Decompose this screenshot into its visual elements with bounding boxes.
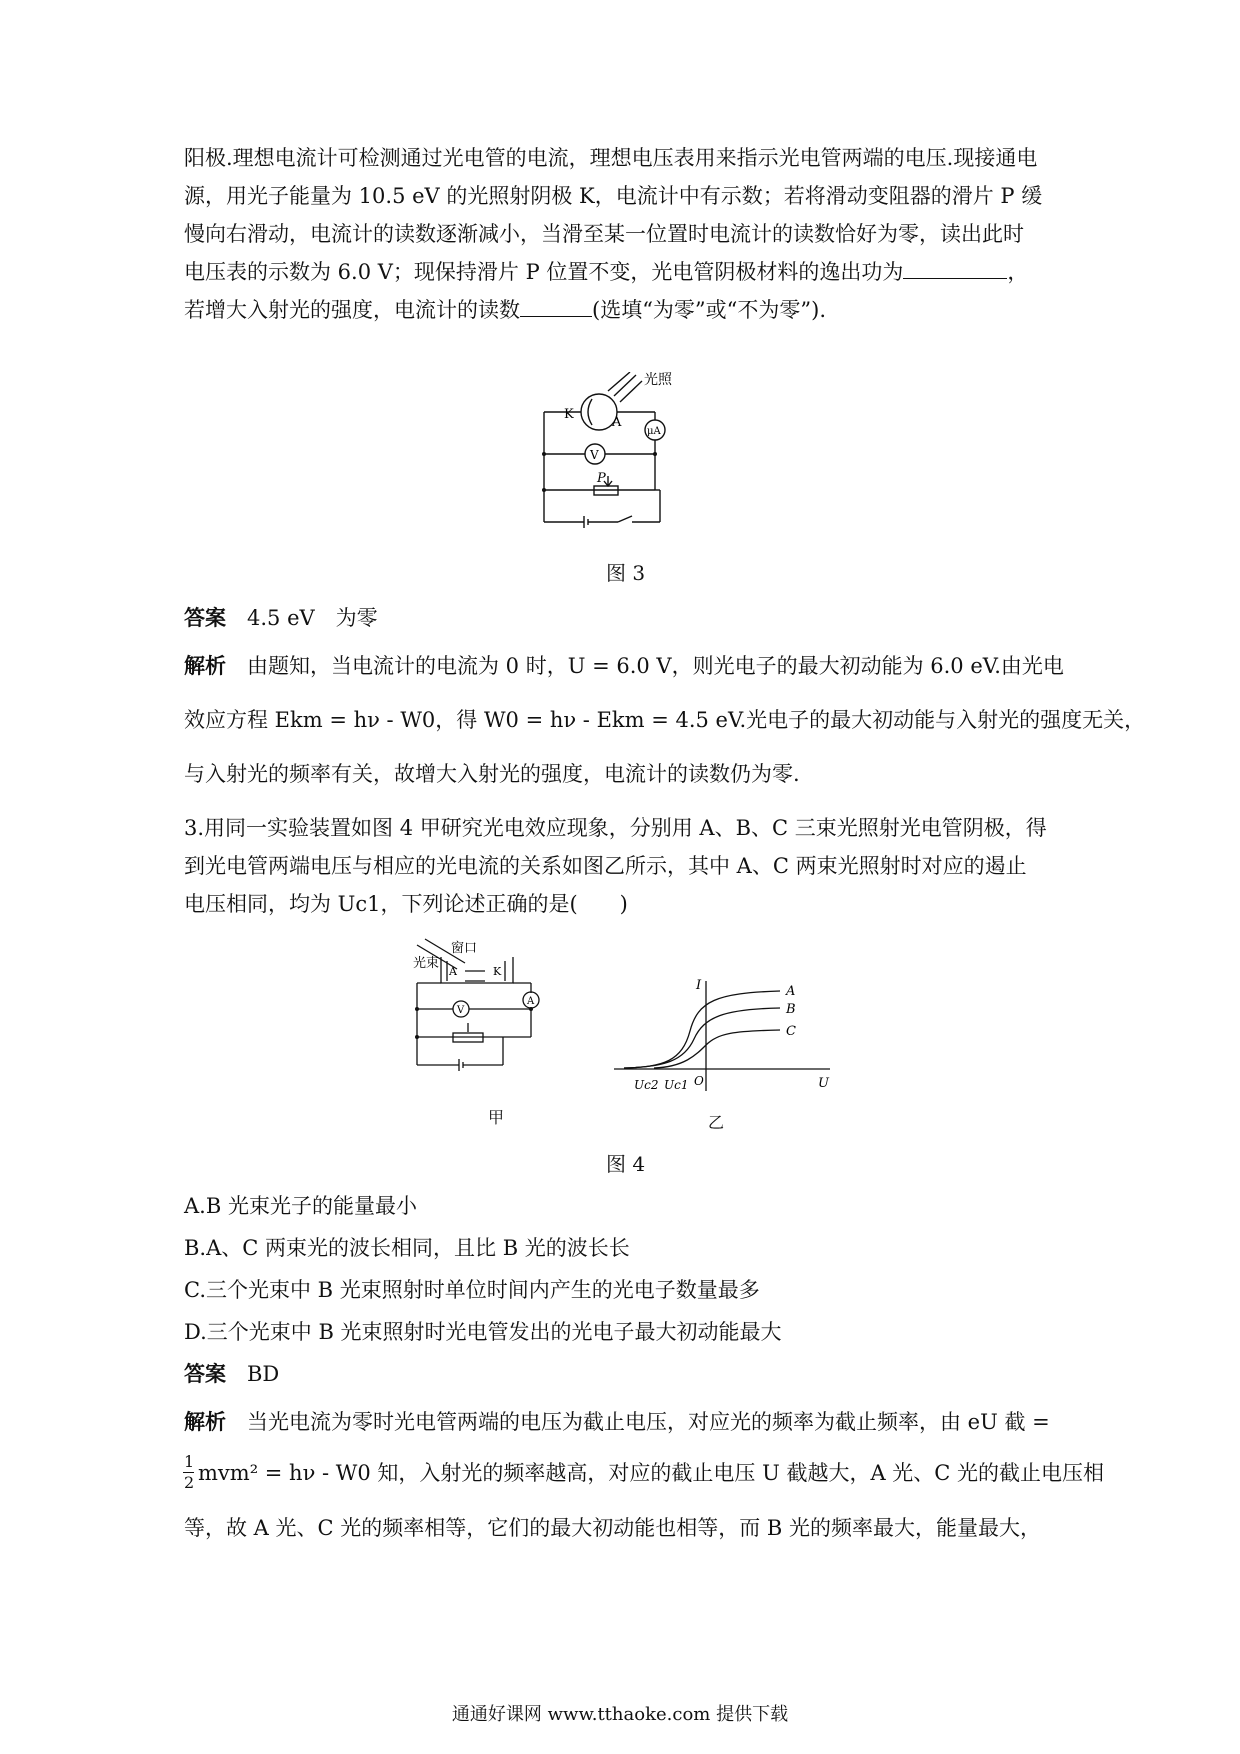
window-label: 窗口 (451, 941, 478, 956)
analysis-label: 解析 (184, 1410, 226, 1434)
figure4-caption: 图 4 (606, 1152, 646, 1176)
option-a: A.B 光束光子的能量最小 (184, 1194, 417, 1218)
figure3-circuit (540, 372, 720, 532)
figure4-iu-graph (604, 975, 844, 1095)
origin-label: O (694, 1074, 704, 1088)
answer-blank (903, 260, 1007, 279)
figure4-apparatus (413, 937, 573, 1085)
figure3-caption: 图 3 (606, 561, 646, 585)
voltmeter-label: V (457, 1005, 465, 1016)
paragraph-line: 源，用光子能量为 10.5 eV 的光照射阴极 K，电流计中有示数；若将滑动变阻器的滑片 P 缓 (184, 184, 1043, 208)
light-label: 光照 (644, 372, 672, 388)
uc1-label: Uc1 (664, 1078, 689, 1092)
anode-label: A (449, 965, 457, 978)
answer-line (184, 1359, 1064, 1389)
paragraph-text: 若增大入射光的强度，电流计的读数 (184, 298, 520, 322)
analysis-line: mvm² = hν - W0 知，入射光的频率越高，对应的截止电压 U 截越大，A 光、C 光的截止电压相 (198, 1461, 1105, 1485)
paragraph-text: ， (1007, 260, 1029, 284)
answer-text: BD (247, 1362, 280, 1386)
analysis-text: 当光电流为零时光电管两端的电压为截止电压，对应光的频率为截止频率，由 eU 截 = (247, 1410, 1050, 1434)
analysis-line: 与入射光的频率有关，故增大入射光的强度，电流计的读数仍为零. (184, 762, 800, 786)
beam-label: 光束 (413, 956, 440, 971)
analysis-line: 效应方程 Ekm = hν - W0，得 W0 = hν - Ekm = 4.5 eV.光电子的最大初动能与入射光的强度无关， (184, 708, 1146, 732)
paragraph-line (184, 295, 1064, 325)
option-b: B.A、C 两束光的波长相同，且比 B 光的波长长 (184, 1236, 630, 1260)
ammeter-label: A (527, 996, 535, 1007)
answer-text: 4.5 eV 为零 (247, 606, 378, 630)
paragraph-text: 电压表的示数为 6.0 V；现保持滑片 P 位置不变，光电管阴极材料的逸出功为 (184, 260, 904, 284)
option-d: D.三个光束中 B 光束照射时光电管发出的光电子最大初动能最大 (184, 1320, 782, 1344)
anode-label: A (612, 415, 622, 430)
page-footer: 通通好课网 www.tthaoke.com 提供下载 (451, 1704, 789, 1725)
paragraph-text: (选填“为零”或“不为零”). (592, 298, 827, 322)
cathode-label: K (564, 407, 574, 422)
answer-label: 答案 (184, 606, 226, 630)
cathode-label: K (493, 965, 502, 978)
question-line: 到光电管两端电压与相应的光电流的关系如图乙所示，其中 A、C 两束光照射时对应的遏止 (184, 854, 1027, 878)
axis-u-label: U (818, 1076, 829, 1091)
curve-c-label: C (786, 1024, 796, 1039)
question-line: 3.用同一实验装置如图 4 甲研究光电效应现象，分别用 A、B、C 三束光照射光电管阴极，得 (184, 816, 1047, 840)
question-line: 电压相同，均为 Uc1，下列论述正确的是( ) (184, 892, 628, 916)
voltmeter-label: V (590, 448, 599, 462)
paragraph-line (184, 257, 1064, 287)
analysis-text: 由题知，当电流计的电流为 0 时，U = 6.0 V，则光电子的最大初动能为 6.0 eV.由光电 (247, 654, 1064, 678)
option-c: C.三个光束中 B 光束照射时单位时间内产生的光电子数量最多 (184, 1278, 760, 1302)
answer-line (184, 603, 1064, 633)
uc2-label: Uc2 (634, 1078, 659, 1092)
analysis-line: 等，故 A 光、C 光的频率相等，它们的最大初动能也相等，而 B 光的频率最大，能量最大， (184, 1516, 1042, 1540)
curve-a-label: A (786, 984, 796, 999)
analysis-label: 解析 (184, 654, 226, 678)
figure4-sub-caption: 甲 (488, 1108, 505, 1127)
microammeter-label: μA (647, 426, 661, 437)
axis-i-label: I (696, 978, 702, 993)
fraction-denominator: 2 (184, 1473, 195, 1492)
analysis-line (184, 651, 1064, 681)
figure4-sub-caption: 乙 (708, 1113, 725, 1132)
paragraph-line: 慢向右滑动，电流计的读数逐渐减小，当滑至某一位置时电流计的读数恰好为零，读出此时 (184, 222, 1024, 246)
fraction-numerator: 1 (184, 1452, 195, 1471)
paragraph-line: 阳极.理想电流计可检测通过光电管的电流，理想电压表用来指示光电管两端的电压.现接通电 (184, 146, 1038, 170)
analysis-line (184, 1407, 1064, 1437)
answer-blank (520, 298, 592, 317)
curve-b-label: B (786, 1002, 796, 1017)
slider-label: P (597, 471, 606, 486)
answer-label: 答案 (184, 1362, 226, 1386)
